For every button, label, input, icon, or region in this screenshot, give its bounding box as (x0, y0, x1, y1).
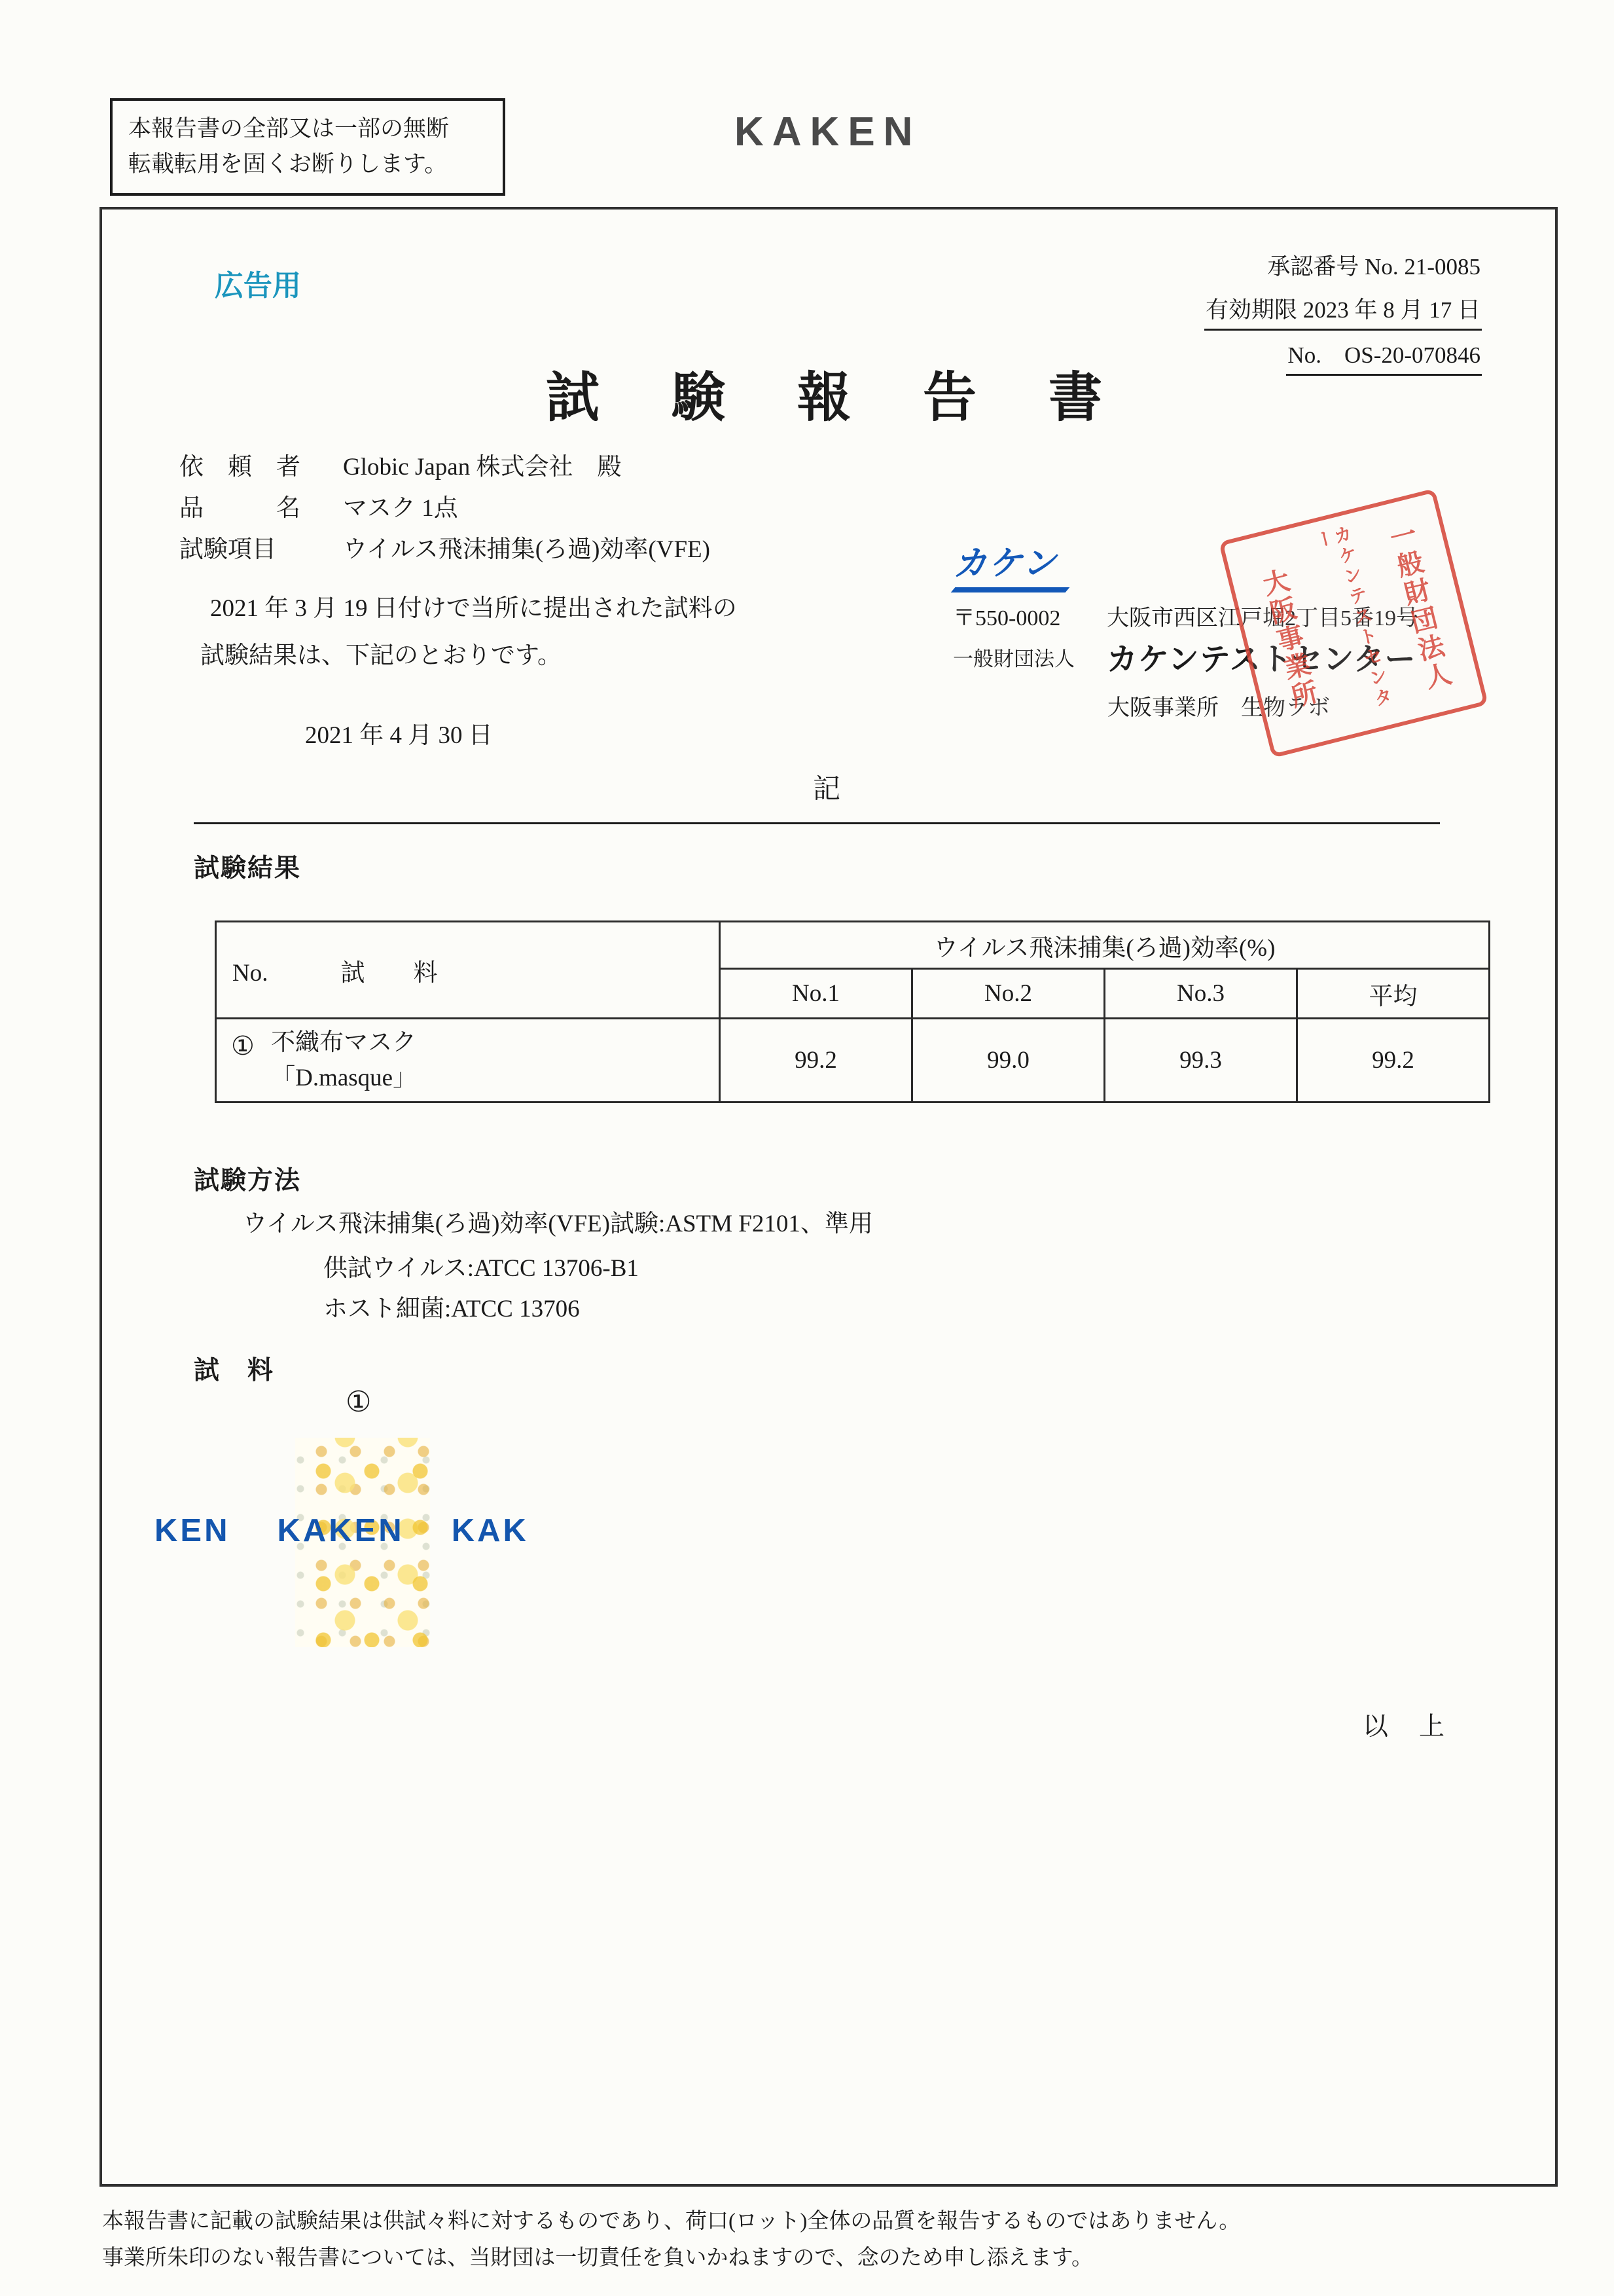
org-type: 一般財団法人 (953, 647, 1075, 670)
submission-note-line2: 試験結果は、下記のとおりです。 (200, 642, 562, 669)
report-number: No. OS-20-070846 (1286, 337, 1482, 376)
client-row (179, 446, 621, 482)
divider-rule (194, 822, 1440, 824)
org-address: 大阪市西区江戸堀2丁目5番19号 (1107, 606, 1418, 630)
kaken-logo-mark (953, 536, 1067, 592)
kaken-watermark (154, 1512, 529, 1549)
sample-name-line2: 「D.masque」 (271, 1064, 418, 1091)
footer-disclaimer-line2: 事業所朱印のない報告書については、当財団は一切責任を負いかねますので、念のため申し添えます。 (102, 2246, 1094, 2270)
col-header-sample: No. 試 料 (216, 922, 720, 1019)
validity-date: 有効期限 2023 年 8 月 17 日 (1204, 292, 1482, 331)
seal-text-column: 大阪事業所 (1257, 566, 1321, 713)
col-header-no3: No.3 (1105, 969, 1297, 1019)
ad-use-label: 広告用 (215, 270, 301, 302)
postal-code: 〒550-0002 (953, 606, 1061, 630)
value-no2: 99.0 (912, 1019, 1105, 1102)
sample-heading: 試 料 (194, 1357, 275, 1385)
results-heading: 試験結果 (194, 854, 302, 883)
seal-text-column: 一般財団法人 (1384, 519, 1454, 695)
value-average: 99.2 (1297, 1019, 1490, 1102)
test-item-label: 試験項目 (179, 536, 276, 563)
test-item-row (179, 529, 710, 564)
sample-name-line1: 不織布マスク (271, 1029, 417, 1056)
table-header-row-1 (216, 922, 1490, 969)
approval-number: 承認番号 No. 21-0085 (1267, 254, 1480, 280)
closing-marker: 以 上 (1362, 1713, 1447, 1741)
reprint-note-line2: 転載転用を固くお断りします。 (128, 151, 448, 177)
ki-marker: 記 (812, 774, 844, 805)
col-header-no2: No.2 (912, 969, 1105, 1019)
sample-cell (216, 1019, 720, 1102)
item-value: マスク 1点 (343, 495, 458, 522)
item-label: 品 名 (179, 495, 300, 522)
table-row (216, 1019, 1490, 1102)
org-name: カケンテストセンター (1107, 642, 1416, 676)
method-line1: ウイルス飛沫捕集(ろ過)効率(VFE)試験:ASTM F2101、準用 (243, 1211, 873, 1237)
sample-name (271, 1025, 417, 1095)
results-table (215, 920, 1490, 1103)
sample-number: ① (231, 1030, 255, 1061)
watermark-segment-left: KEN (154, 1513, 230, 1548)
test-item-value: ウイルス飛沫捕集(ろ過)効率(VFE) (343, 536, 710, 563)
approval-number-row (1204, 249, 1482, 285)
watermark-segment-right: KAK (451, 1513, 529, 1548)
logo-underline-stroke (951, 587, 1070, 592)
item-row (179, 488, 458, 523)
col-header-efficiency: ウイルス飛沫捕集(ろ過)効率(%) (720, 922, 1490, 969)
kaken-logo-text: カケン (953, 545, 1058, 583)
document-title: 試 験 報 告 書 (545, 368, 1111, 428)
report-date: 2021 年 4 月 30 日 (305, 722, 493, 749)
method-line3: ホスト細菌:ATCC 13706 (323, 1296, 580, 1322)
method-heading: 試験方法 (194, 1167, 302, 1195)
kaken-brand-logo: KAKEN (734, 109, 922, 155)
seal-text-column: カケンテストセンター (1311, 523, 1395, 712)
col-header-no1: No.1 (720, 969, 912, 1019)
value-no1: 99.2 (720, 1019, 912, 1102)
watermark-segment-center: KAKEN (277, 1513, 404, 1548)
value-no3: 99.3 (1105, 1019, 1297, 1102)
col-header-average: 平均 (1297, 969, 1490, 1019)
client-label: 依 頼 者 (179, 454, 300, 481)
reprint-note-line1: 本報告書の全部又は一部の無断 (128, 116, 450, 141)
reprint-prohibition-box (110, 98, 505, 196)
method-line2: 供試ウイルス:ATCC 13706-B1 (323, 1255, 639, 1282)
footer-disclaimer-line1: 本報告書に記載の試験結果は供試々料に対するものであり、荷口(ロット)全体の品質を報告するものではありません。 (102, 2210, 1241, 2233)
sample-mark: ① (346, 1386, 372, 1418)
submission-note-line1: 2021 年 3 月 19 日付けで当所に提出された試料の (210, 595, 737, 622)
validity-date-row (1204, 292, 1482, 331)
report-frame (99, 207, 1558, 2187)
client-value: Globic Japan 株式会社 殿 (343, 454, 622, 481)
org-branch: 大阪事業所 生物ラボ (1107, 696, 1330, 720)
